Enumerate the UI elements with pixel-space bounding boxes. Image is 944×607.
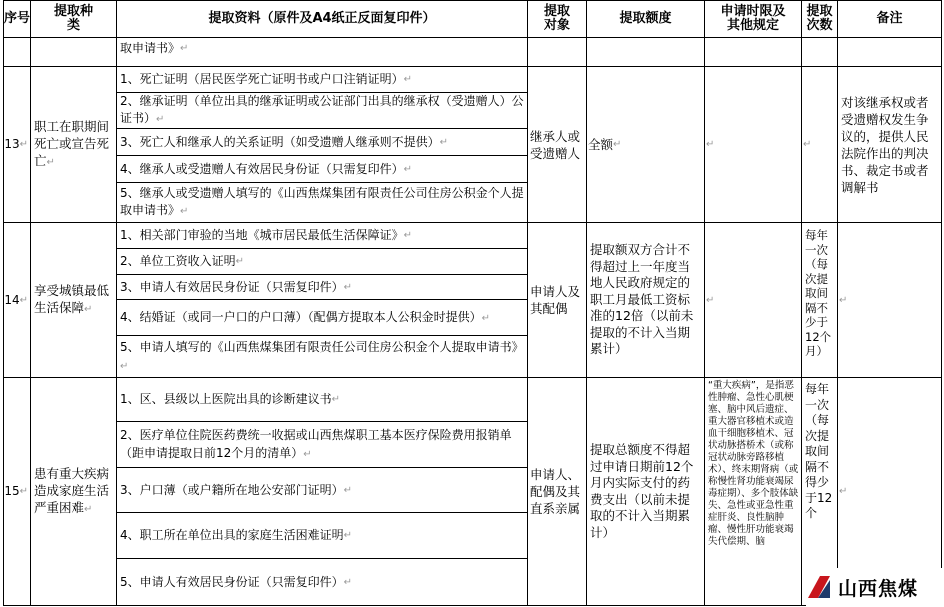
row-15-timelimit: “重大疾病”，是指恶性肿瘤、急性心肌梗塞、脑中风后遗症、重大器官移植术或造血干细胞移植术、冠状动脉搭桥术（或称冠状动脉旁路移植术）、终末期肾病（或称慢性肾功能衰竭尿毒症期）、多个肢体缺失、急性或亚急性重症肝炎、良性脑肿瘤、慢性肝功能衰竭失代偿期、脑 [708, 380, 799, 547]
row-13-remark: 对该继承权或者受遗赠权发生争议的，提供人民法院作出的判决书、裁定书或者调解书 [841, 94, 929, 195]
row-13-type: 职工在职期间死亡或宣告死亡↵ [34, 119, 110, 168]
header-timelimit: 申请时限及其他规定 [720, 4, 786, 33]
header-docs: 提取资料（原件及A4纸正反面复印件） [208, 11, 436, 26]
col-border [941, 0, 942, 606]
row-15-times: 每年一次（每次提取间隔不得少于12个 [805, 382, 833, 520]
header-type: 提取种类 [53, 4, 93, 33]
col-border [116, 0, 117, 606]
row-14-type: 享受城镇最低生活保障↵ [34, 283, 110, 315]
row-13-timelimit: ↵ [706, 139, 715, 150]
row-13-doc-1: 1、死亡证明（居民医学死亡证明书或户口注销证明） ↵ [120, 72, 413, 86]
row-13-doc-2: 2、继承证明（单位出具的继承证明或公证部门出具的继承权（受遗赠人）公证书）↵ [120, 94, 524, 125]
row-15-doc-2: 2、医疗单位住院医药费统一收据或山西焦煤职工基本医疗保险费用报销单（距申请提取日前12个月的清单）↵ [120, 427, 512, 460]
header-amount: 提取额度 [619, 11, 672, 26]
company-logo [806, 568, 942, 606]
row-14-doc-1: 1、相关部门审验的当地《城市居民最低生活保障证》 ↵ [120, 228, 413, 242]
row-14-amount: 提取额双方合计不得超过上一年度当地人民政府规定的职工月最低工资标准的12倍（以前未提取的不计入当期累计） [590, 242, 694, 357]
header-target: 提取对象 [543, 4, 570, 33]
header-times: 提取次数 [806, 4, 833, 33]
row-14-no: 14 ↵ [4, 292, 28, 307]
row-15-doc-1: 1、区、县级以上医院出具的诊断建议书 ↵ [120, 392, 341, 406]
col-border [837, 0, 838, 606]
row-14-target: 申请人及其配偶 [530, 284, 581, 316]
company-logo-icon [806, 574, 832, 600]
row-14-timelimit: ↵ [706, 294, 715, 306]
row-15-no: 15 ↵ [4, 484, 28, 498]
row-14-doc-2: 2、单位工资收入证明 ↵ [120, 254, 245, 268]
row-13-doc-5: 5、继承人或受遗赠人填写的《山西焦煤集团有限责任公司住房公积金个人提取申请书》↵ [120, 186, 524, 217]
col-border [586, 0, 587, 606]
header-remark: 备注 [876, 11, 903, 26]
row-13-doc-4: 4、继承人或受遗赠人有效居民身份证（只需复印件） ↵ [120, 161, 413, 176]
row-13-target: 继承人或受遗赠人 [530, 128, 581, 161]
row-15-type: 患有重大疾病造成家庭生活严重困难↵ [34, 466, 110, 515]
row-13-times: ↵ [803, 139, 812, 150]
row-13-doc-3: 3、死亡人和继承人的关系证明（如受遗赠人继承则不提供） ↵ [120, 134, 449, 149]
col-border [801, 0, 802, 606]
row-15-doc-5: 5、申请人有效居民身份证（只需复印件） ↵ [120, 574, 353, 589]
row-15-doc-3: 3、户口薄（或户籍所在地公安部门证明） ↵ [120, 482, 353, 497]
company-logo-text: 山西焦煤 [838, 577, 919, 600]
previous-row-tail: 取申请书》 ↵ [120, 40, 189, 55]
header-no: 序号 [4, 11, 30, 26]
row-13-no: 13 ↵ [4, 137, 28, 151]
col-border [704, 0, 705, 606]
row-15-doc-4: 4、职工所在单位出具的家庭生活困难证明 ↵ [120, 528, 353, 542]
row-15-target: 申请人、配偶及其直系亲属 [530, 467, 581, 516]
row-14-doc-4: 4、结婚证（或同一户口的户口薄）（配偶方提取本人公积金时提供）↵ [120, 309, 491, 324]
row-13-amount: 全额 ↵ [588, 137, 622, 152]
row-15-amount: 提取总额度不得超过申请日期前12个月内实际支付的药费支出（以前未提取的不计入当期累计） [590, 442, 694, 540]
row-14-doc-3: 3、申请人有效居民身份证（只需复印件） ↵ [120, 279, 353, 294]
row-14-remark: ↵ [839, 294, 848, 306]
row-14-doc-5: 5、申请人填写的《山西焦煤集团有限责任公司住房公积金个人提取申请书》↵ [120, 339, 524, 372]
row-14-times: 每年一次（每次提取间隔不少于12个月） [805, 228, 832, 358]
row-15-remark: ↵ [839, 486, 848, 497]
